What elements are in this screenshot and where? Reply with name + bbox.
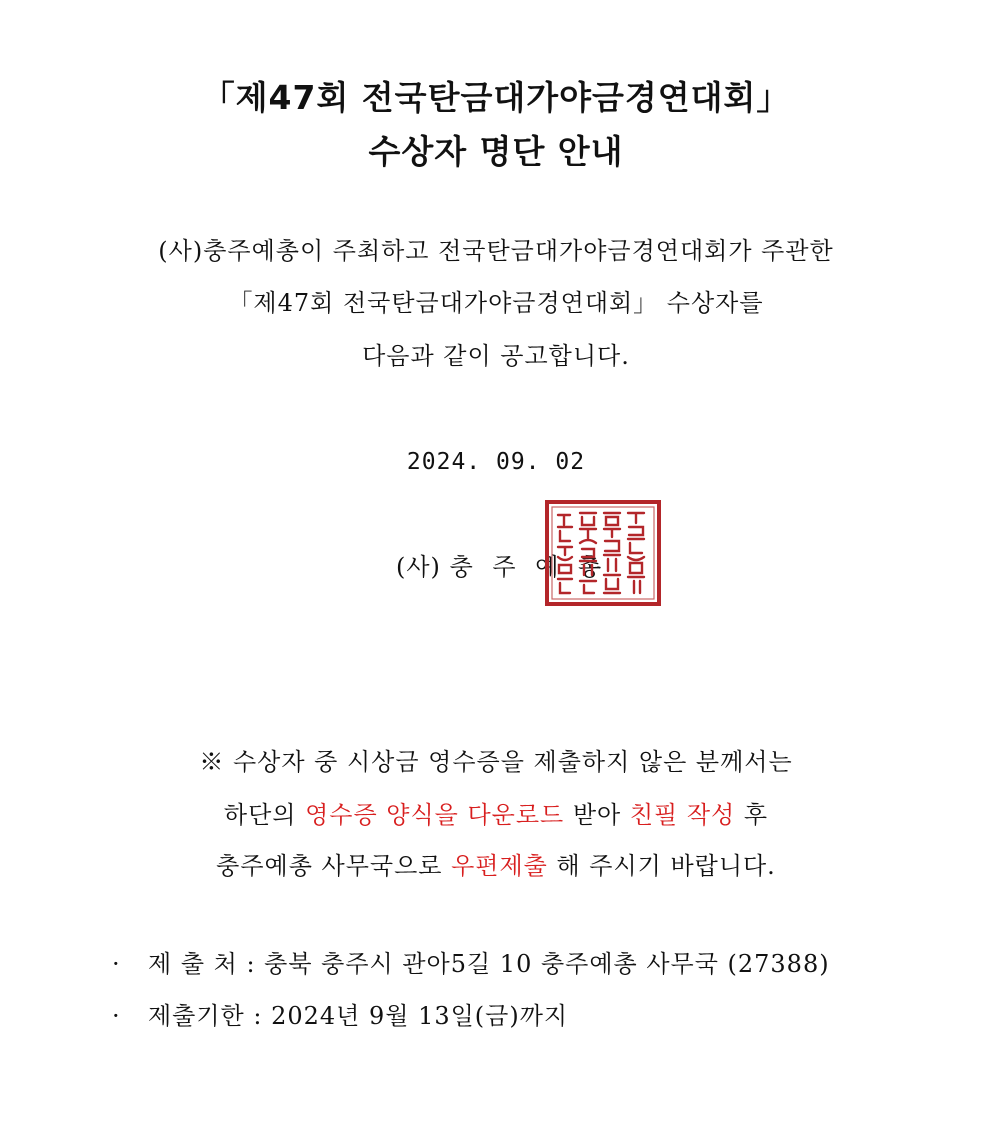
intro-text-line-3: 다음과 같이 공고합니다.	[362, 342, 630, 370]
deadline-label: 제출기한	[148, 1002, 245, 1030]
document-title-line-2: 수상자 명단 안내	[368, 132, 624, 171]
document-title-line-1: 「제47회 전국탄금대가야금경연대회」	[201, 78, 791, 117]
notice-text: 하단의	[223, 801, 306, 829]
notice-text: 받아	[564, 801, 630, 829]
notice-text: 후	[735, 801, 769, 829]
highlight-download-receipt-form: 영수증 양식을 다운로드	[305, 801, 565, 829]
notice-line-1: ※ 수상자 중 시상금 영수증을 제출하지 않은 분께서는	[199, 748, 793, 776]
highlight-handwritten: 친필 작성	[629, 801, 736, 829]
bullet-icon: ·	[112, 950, 121, 978]
submission-destination	[112, 944, 830, 979]
notice-line-2	[0, 795, 992, 830]
organization-prefix: (사)	[396, 553, 441, 581]
deadline-value: : 2024년 9월 13일(금)까지	[253, 1002, 569, 1030]
intro-text-line-1: (사)충주예총이 주최하고 전국탄금대가야금경연대회가 주관한	[158, 237, 834, 265]
destination-label: 제 출 처	[148, 950, 238, 978]
submission-deadline	[112, 996, 568, 1031]
bullet-icon: ·	[112, 1002, 121, 1030]
destination-value: : 충북 충주시 관아5길 10 충주예총 사무국 (27388)	[246, 950, 830, 978]
notice-text: 해 주시기 바랍니다.	[547, 852, 776, 880]
notice-line-3	[0, 846, 992, 881]
organization-name: 충 주 예 총	[449, 553, 603, 581]
notice-text: 충주예총 사무국으로	[216, 852, 452, 880]
intro-text-line-2: 「제47회 전국탄금대가야금경연대회」 수상자를	[228, 289, 764, 317]
announcement-date: 2024. 09. 02	[406, 449, 586, 475]
official-seal-stamp	[544, 499, 662, 607]
highlight-postal-submission: 우편제출	[451, 852, 548, 880]
